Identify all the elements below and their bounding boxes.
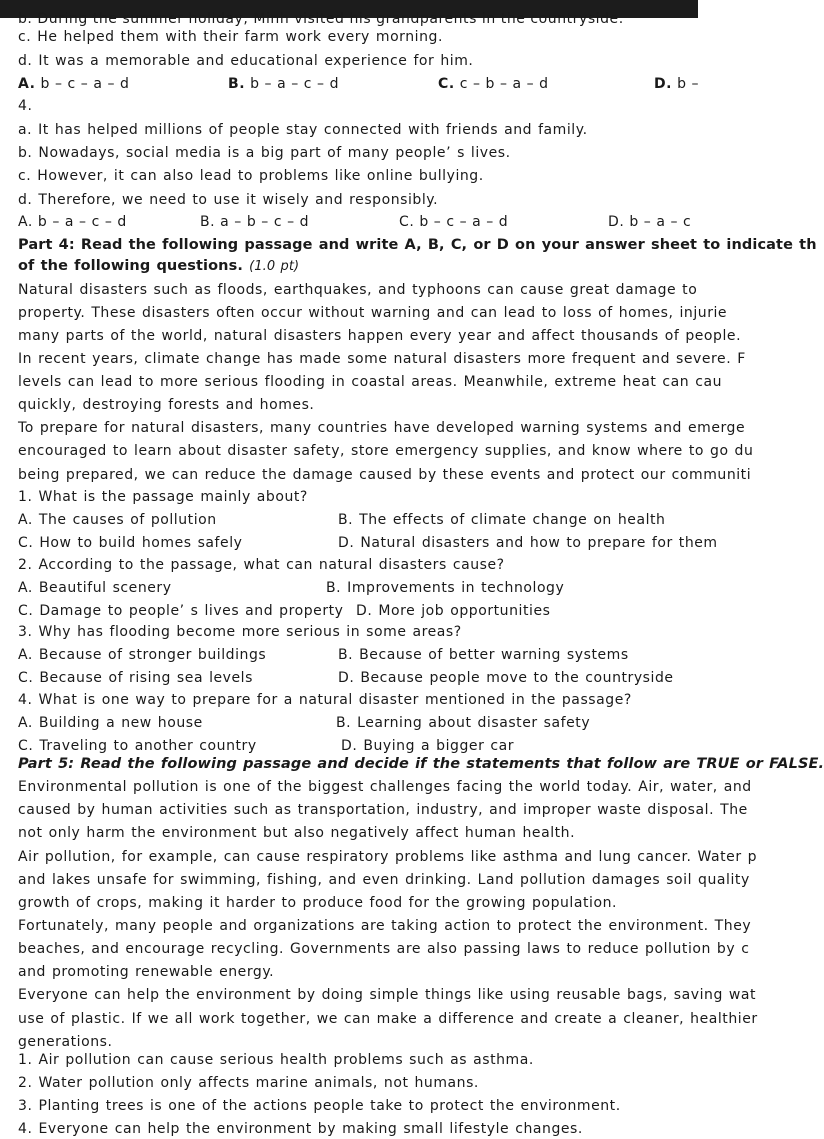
order2-sentence-a: a. It has helped millions of people stay connected with friends and family. (18, 122, 588, 138)
true-false-statement: 1. Air pollution can cause serious health problems such as asthma. (18, 1052, 534, 1068)
part4-passage-line: many parts of the world, natural disasters happen every year and affect thousands of people. (18, 328, 742, 344)
answer-option-c: C. Traveling to another country (18, 738, 257, 754)
order1-sentence-d: d. It was a memorable and educational experience for him. (18, 53, 474, 69)
order1-option-a: A. b – c – a – d (18, 76, 130, 92)
part5-passage-line: and promoting renewable energy. (18, 964, 275, 980)
order2-sentence-d: d. Therefore, we need to use it wisely and responsibly. (18, 192, 439, 208)
part5-passage-line: Everyone can help the environment by doing simple things like using reusable bags, saving wat (18, 987, 757, 1003)
part4-passage-line: To prepare for natural disasters, many countries have developed warning systems and emerge (18, 420, 746, 436)
answer-option-d: D. Because people move to the countryside (338, 670, 674, 686)
answer-option-b: B. The effects of climate change on health (338, 512, 666, 528)
answer-option-c: C. Because of rising sea levels (18, 670, 253, 686)
part5-passage-line: beaches, and encourage recycling. Governments are also passing laws to reduce pollution by c (18, 941, 750, 957)
answer-option-a: A. Beautiful scenery (18, 580, 172, 596)
part4-passage-line: In recent years, climate change has made some natural disasters more frequent and severe. F (18, 351, 746, 367)
part4-passage-line: property. These disasters often occur without warning and can lead to loss of homes, injurie (18, 305, 728, 321)
part5-passage-line: not only harm the environment but also negatively affect human health. (18, 825, 576, 841)
true-false-statement: 4. Everyone can help the environment by making small lifestyle changes. (18, 1121, 583, 1137)
part4-heading-line1: Part 4: Read the following passage and write A, B, C, or D on your answer sheet to indicate th (18, 237, 817, 253)
part4-passage-line: Natural disasters such as floods, earthquakes, and typhoons can cause great damage to (18, 282, 698, 298)
question-stem: 4. What is one way to prepare for a natural disaster mentioned in the passage? (18, 692, 632, 708)
true-false-statement: 2. Water pollution only affects marine animals, not humans. (18, 1075, 479, 1091)
order2-sentence-c: c. However, it can also lead to problems like online bullying. (18, 168, 484, 184)
answer-option-b: B. Improvements in technology (326, 580, 565, 596)
answer-option-d: D. Buying a bigger car (341, 738, 515, 754)
part4-passage-line: quickly, destroying forests and homes. (18, 397, 315, 413)
part4-heading-line2: of the following questions. (1.0 pt) (18, 258, 300, 274)
part5-passage-line: generations. (18, 1034, 113, 1050)
order1-sentence-c: c. He helped them with their farm work every morning. (18, 29, 443, 45)
question-stem: 2. According to the passage, what can natural disasters cause? (18, 557, 505, 573)
answer-option-d: D. Natural disasters and how to prepare for them (338, 535, 718, 551)
order2-option-b: B. a – b – c – d (200, 214, 310, 230)
order1-option-c: C. c – b – a – d (438, 76, 549, 92)
question-stem: 1. What is the passage mainly about? (18, 489, 308, 505)
part5-passage-line: and lakes unsafe for swimming, fishing, and even drinking. Land pollution damages soil quality (18, 872, 750, 888)
part4-passage-line: encouraged to learn about disaster safety, store emergency supplies, and know where to go du (18, 443, 754, 459)
order2-option-a: A. b – a – c – d (18, 214, 127, 230)
part5-passage-line: Environmental pollution is one of the biggest challenges facing the world today. Air, water, and (18, 779, 752, 795)
part4-passage-line: being prepared, we can reduce the damage caused by these events and protect our communiti (18, 467, 752, 483)
answer-option-b: B. Learning about disaster safety (336, 715, 591, 731)
true-false-statement: 3. Planting trees is one of the actions people take to protect the environment. (18, 1098, 621, 1114)
part4-points: (1.0 pt) (249, 259, 300, 274)
part5-passage-line: growth of crops, making it harder to produce food for the growing population. (18, 895, 618, 911)
answer-option-d: D. More job opportunities (356, 603, 551, 619)
part5-passage-line: caused by human activities such as transportation, industry, and improper waste disposal. The (18, 802, 748, 818)
part5-passage-line: Air pollution, for example, can cause respiratory problems like asthma and lung cancer. Water p (18, 849, 758, 865)
order1-option-b: B. b – a – c – d (228, 76, 340, 92)
part4-passage-line: levels can lead to more serious flooding in coastal areas. Meanwhile, extreme heat can cau (18, 374, 723, 390)
part5-heading: Part 5: Read the following passage and decide if the statements that follow are TRUE or FALSE. (18, 756, 824, 772)
order2-sentence-b: b. Nowadays, social media is a big part of many people’ s lives. (18, 145, 511, 161)
question-stem: 3. Why has flooding become more serious in some areas? (18, 624, 462, 640)
order2-number: 4. (18, 98, 33, 114)
answer-option-a: A. The causes of pollution (18, 512, 217, 528)
cut-off-line: b. During the summer holiday, Minh visited his grandparents in the countryside. (18, 11, 624, 27)
order1-option-d: D. b – (654, 76, 700, 92)
order2-option-d: D. b – a – c (608, 214, 692, 230)
answer-option-c: C. How to build homes safely (18, 535, 243, 551)
part5-passage-line: use of plastic. If we all work together, we can make a difference and create a cleaner, healthier (18, 1011, 758, 1027)
answer-option-a: A. Because of stronger buildings (18, 647, 267, 663)
answer-option-a: A. Building a new house (18, 715, 203, 731)
answer-option-b: B. Because of better warning systems (338, 647, 629, 663)
order2-option-c: C. b – c – a – d (399, 214, 509, 230)
part5-passage-line: Fortunately, many people and organizations are taking action to protect the environment. They (18, 918, 752, 934)
answer-option-c: C. Damage to people’ s lives and property (18, 603, 344, 619)
